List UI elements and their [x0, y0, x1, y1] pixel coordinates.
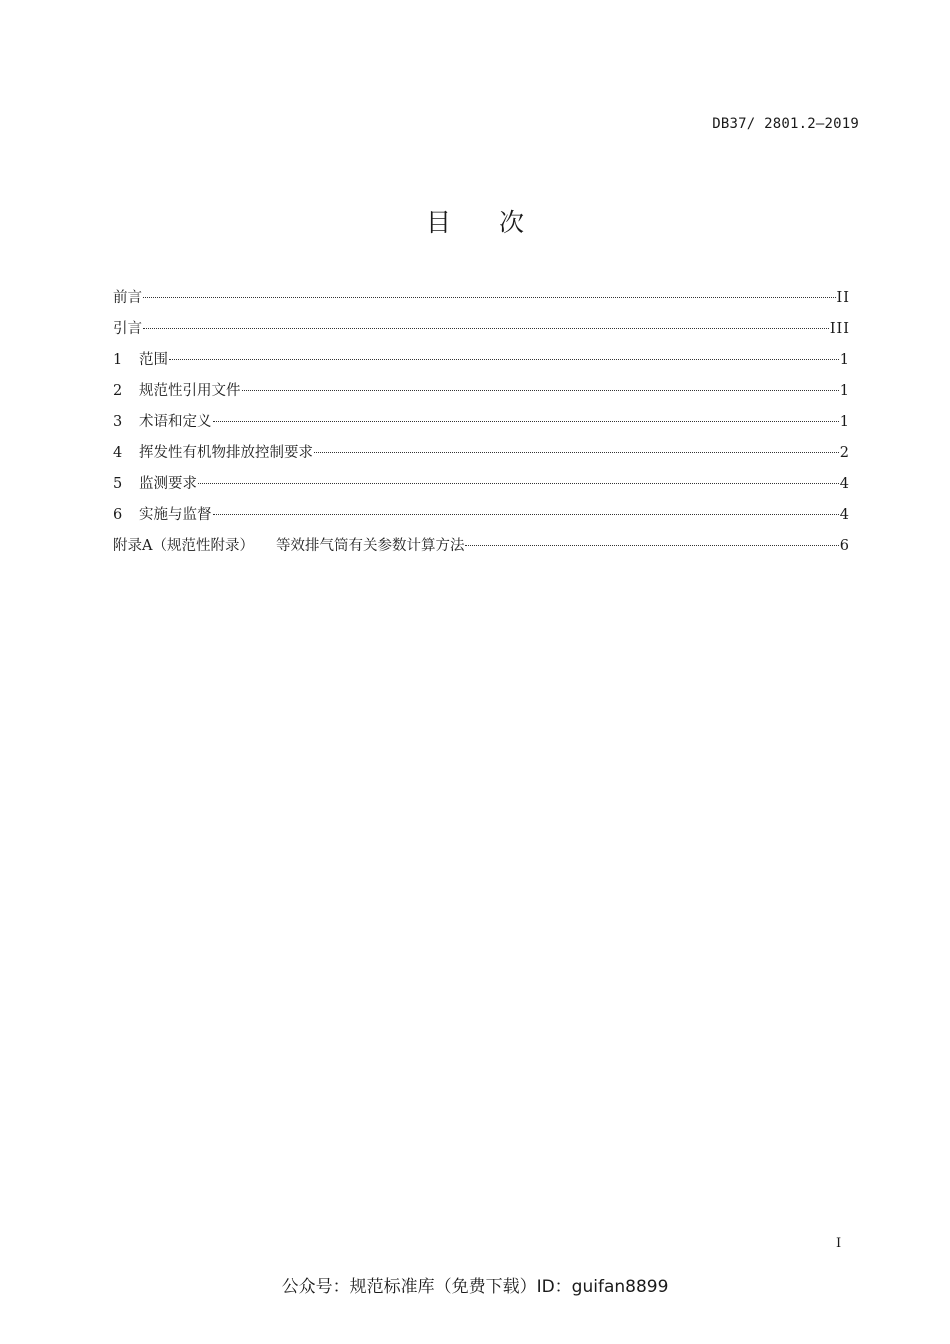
toc-entry-label: 实施与监督 [139, 507, 212, 523]
appendix-label-title: 等效排气筒有关参数计算方法 [275, 538, 465, 554]
toc-entry-terms-definitions[interactable] [113, 407, 850, 438]
toc-leader-dots [143, 327, 829, 329]
toc-entry-page: 1 [839, 352, 850, 368]
toc-entry-number: 6 [113, 507, 123, 523]
toc-entry-page: 4 [839, 476, 850, 492]
toc-entry-page: III [829, 321, 850, 337]
toc-leader-dots [198, 482, 839, 484]
toc-entry-label: 引言 [113, 321, 142, 337]
toc-leader-dots [213, 513, 839, 515]
toc-entry-number: 1 [113, 352, 123, 368]
toc-entry-number: 2 [113, 383, 123, 399]
toc-entry-appendix-a[interactable] [113, 531, 850, 562]
toc-entry-number: 4 [113, 445, 123, 461]
toc-entry-voc-emission-control[interactable] [113, 438, 850, 469]
toc-leader-dots [314, 451, 839, 453]
toc-entry-page: 2 [839, 445, 850, 461]
toc-entry-scope[interactable] [113, 345, 850, 376]
toc-entry-introduction[interactable] [113, 314, 850, 345]
toc-entry-label: 前言 [113, 290, 142, 306]
toc-entry-page: 1 [839, 383, 850, 399]
toc-entry-page: 4 [839, 507, 850, 523]
toc-entry-page: 6 [839, 538, 850, 554]
toc-entry-label: 挥发性有机物排放控制要求 [139, 445, 313, 461]
toc-entry-page: II [836, 290, 850, 306]
toc-leader-dots [242, 389, 839, 391]
toc-entry-label [113, 531, 464, 562]
toc-entry-foreword[interactable] [113, 283, 850, 314]
page-number: I [836, 1236, 842, 1251]
toc-entry-label: 规范性引用文件 [139, 383, 241, 399]
toc-title-char-2: 次 [499, 208, 525, 237]
toc-entry-page: 1 [839, 414, 850, 430]
toc-leader-dots [169, 358, 839, 360]
toc-list [113, 283, 850, 562]
document-code: DB37/ 2801.2—2019 [712, 116, 859, 132]
toc-leader-dots [465, 544, 838, 546]
toc-title [0, 203, 950, 243]
toc-title-char-1: 目 [425, 208, 451, 237]
toc-leader-dots [213, 420, 839, 422]
toc-entry-label: 术语和定义 [139, 414, 212, 430]
footer-watermark-text: 公众号：规范标准库（免费下载）ID：guifan8899 [281, 1277, 669, 1297]
toc-entry-label: 范围 [139, 352, 168, 368]
toc-entry-monitoring[interactable] [113, 469, 850, 500]
toc-entry-number: 5 [113, 476, 123, 492]
toc-leader-dots [143, 296, 836, 298]
toc-entry-number: 3 [113, 414, 123, 430]
toc-entry-normative-references[interactable] [113, 376, 850, 407]
appendix-label-prefix: 附录A（规范性附录） [113, 538, 254, 554]
toc-entry-label: 监测要求 [139, 476, 197, 492]
toc-entry-implementation[interactable] [113, 500, 850, 531]
